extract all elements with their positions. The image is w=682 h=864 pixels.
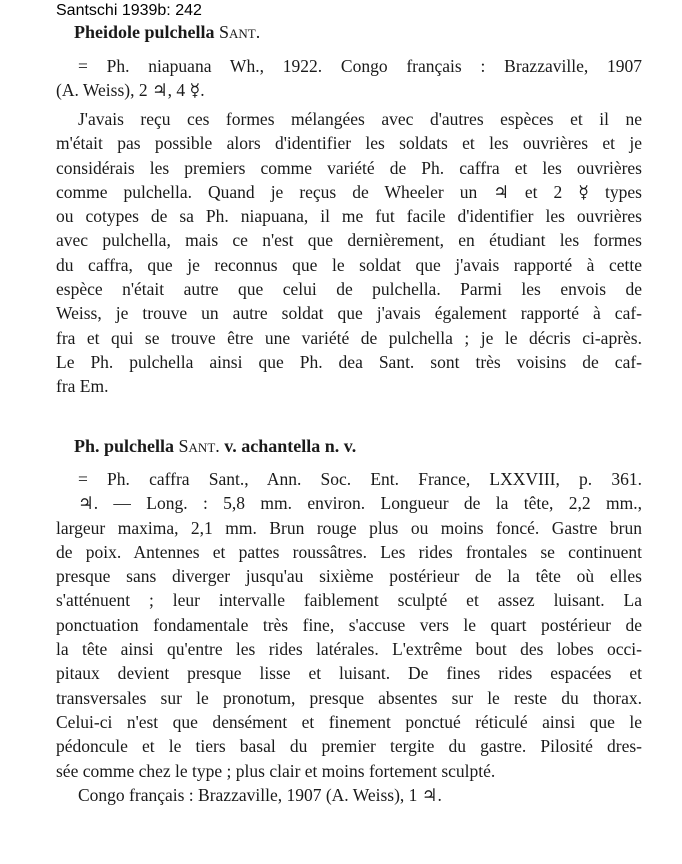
- text-line: ou cotypes de sa Ph. niapuana, il me fut facile d'identifier les ouvrières: [56, 206, 642, 227]
- text-line: largeur maxima, 2,1 mm. Brun rouge plus ou moins foncé. Gastre brun: [56, 517, 642, 538]
- text-line: Celui-ci n'est que densément et finement ponctué réticulé ainsi que le: [56, 711, 642, 732]
- text-line: Weiss, je trouve un autre soldat que j'avais également rapporté à caf-: [56, 303, 642, 324]
- text-line: Le Ph. pulchella ainsi que Ph. dea Sant. sont très voisins de caf-: [56, 351, 642, 372]
- text-line: la tête ainsi qu'entre les rides latérales. L'extrême bout des lobes occi-: [56, 639, 642, 660]
- text-line: ♃. — Long. : 5,8 mm. environ. Longueur de la tête, 2,2 mm.,: [78, 493, 642, 514]
- text-line: = Ph. caffra Sant., Ann. Soc. Ent. France, LXXVIII, p. 361.: [78, 469, 642, 489]
- species-name: Pheidole pulchella: [74, 22, 215, 42]
- description-paragraph: [56, 107, 642, 399]
- text-line: ponctuation fondamentale très fine, s'accuse vers le quart postérieur de: [56, 614, 642, 635]
- variety-author: Sant.: [178, 436, 220, 456]
- synonymy-line: = Ph. niapuana Wh., 1922. Congo français : Brazzaville, 1907: [78, 56, 642, 76]
- text-line: comme pulchella. Quand je reçus de Wheeler un ♃ et 2 ☿ types: [56, 181, 642, 202]
- text-line: de poix. Antennes et pattes roussâtres. Les rides frontales se continuent: [56, 541, 642, 562]
- text-line: pédoncule et le tiers basal du premier tergite du gastre. Pilosité dres-: [56, 736, 642, 757]
- text-line: fra Em.: [56, 376, 109, 397]
- text-line: considérais les premiers comme variété de Ph. caffra et les ouvrières: [56, 157, 642, 178]
- locality-line: Congo français : Brazzaville, 1907 (A. Weiss), 1 ♃.: [78, 784, 442, 805]
- text-line: presque sans diverger jusqu'au sixième postérieur de la tête où elles: [56, 566, 642, 587]
- variety-name: v. achantella n. v.: [224, 436, 357, 456]
- text-line: transversales sur le pronotum, presque absentes sur le reste du thorax.: [56, 687, 642, 708]
- text-line: fra et qui se trouve être une variété de pulchella ; je le décris ci-après.: [56, 327, 642, 348]
- text-line: sée comme chez le type ; plus clair et moins fortement sculpté.: [56, 760, 496, 781]
- text-line: s'atténuent ; leur intervalle faiblement sculpté et assez luisant. La: [56, 590, 642, 611]
- species-title: [74, 22, 260, 43]
- species-author: Sant.: [219, 22, 261, 42]
- text-line: pitaux devient presque lisse et luisant. De fines rides espacées et: [56, 663, 642, 684]
- text-line: m'était pas possible alors d'identifier les soldats et les ouvrières et je: [56, 133, 642, 154]
- variety-description: [56, 467, 642, 807]
- citation-header: Santschi 1939b: 242: [56, 2, 202, 19]
- text-line: avec pulchella, mais ce n'est que dernièrement, en étudiant les formes: [56, 230, 642, 251]
- text-line: espèce n'était autre que celui de pulchella. Parmi les envois de: [56, 279, 642, 300]
- text-line: J'avais reçu ces formes mélangées avec d'autres espèces et il ne: [78, 109, 642, 129]
- variety-title: [74, 436, 356, 457]
- variety-species-name: Ph. pulchella: [74, 436, 175, 456]
- synonymy-block: [56, 54, 642, 103]
- synonymy-line: (A. Weiss), 2 ♃, 4 ☿.: [56, 80, 205, 101]
- text-line: du caffra, que je reconnus que le soldat que j'avais rapporté à cette: [56, 254, 642, 275]
